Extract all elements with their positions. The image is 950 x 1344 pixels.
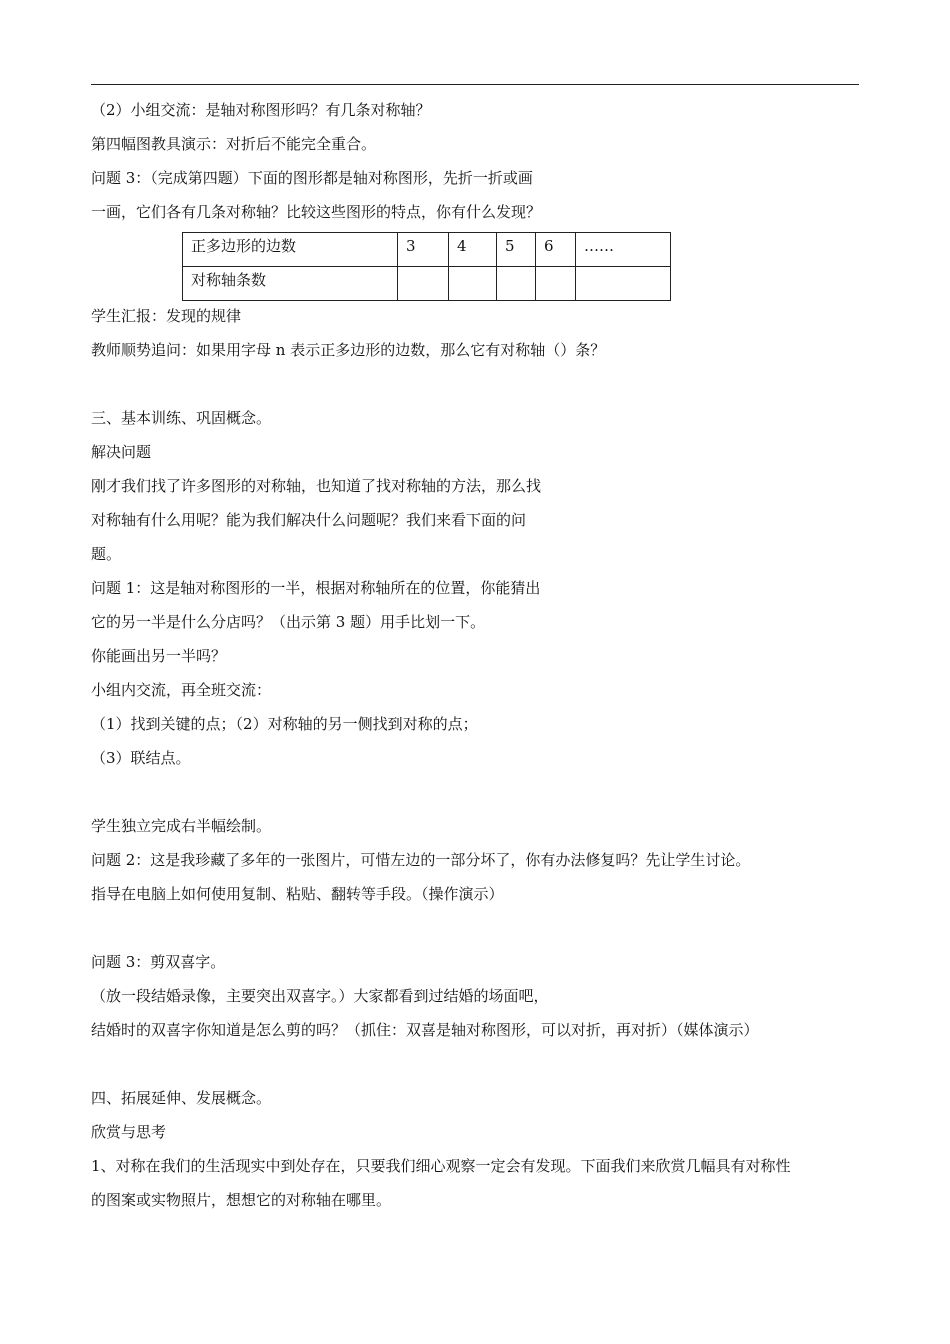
text-line: 学生独立完成右半幅绘制。 [91,817,272,835]
table-row [183,233,671,267]
text-line: 结婚时的双喜字你知道是怎么剪的吗？（抓住：双喜是轴对称图形，可以对折，再对折）（媒体演示） [91,1021,759,1039]
text-line: 欣赏与思考 [91,1123,167,1141]
text-line: （1）找到关键的点；（2）对称轴的另一侧找到对称的点； [91,715,478,733]
text-line: 小组内交流，再全班交流： [91,681,272,699]
text-line: 的图案或实物照片，想想它的对称轴在哪里。 [91,1191,392,1209]
table-cell: 对称轴条数 [183,267,398,301]
table-cell [536,267,576,301]
table-cell [398,267,449,301]
table-cell: …… [576,233,671,267]
table-cell [497,267,536,301]
text-line: 它的另一半是什么分店吗？（出示第 3 题）用手比划一下。 [91,613,486,631]
text-line: 一画，它们各有几条对称轴？比较这些图形的特点，你有什么发现？ [91,203,542,221]
text-line: 刚才我们找了许多图形的对称轴，也知道了找对称轴的方法，那么找 [91,477,542,495]
text-line: 问题 3：（完成第四题）下面的图形都是轴对称图形，先折一折或画 [91,169,533,187]
text-line: 问题 1：这是轴对称图形的一半，根据对称轴所在的位置，你能猜出 [91,579,541,597]
text-line: 解决问题 [91,443,152,461]
table-row [183,267,671,301]
text-line: 你能画出另一半吗？ [91,647,227,665]
text-line: 学生汇报：发现的规律 [91,307,242,325]
table-cell: 正多边形的边数 [183,233,398,267]
table-cell: 4 [449,233,497,267]
text-line: 第四幅图教具演示：对折后不能完全重合。 [91,135,377,153]
text-line: （3）联结点。 [91,749,191,767]
text-line: 问题 2：这是我珍藏了多年的一张图片，可惜左边的一部分坏了，你有办法修复吗？先让学生讨论。 [91,851,751,869]
text-line: 问题 3：剪双喜字。 [91,953,226,971]
table-cell: 5 [497,233,536,267]
table-cell: 6 [536,233,576,267]
polygon-table [182,232,671,301]
text-line: 题。 [91,545,122,563]
text-line: （2）小组交流：是轴对称图形吗？有几条对称轴？ [91,101,431,119]
text-line: 指导在电脑上如何使用复制、粘贴、翻转等手段。（操作演示） [91,885,504,903]
section-heading: 四、拓展延伸、发展概念。 [91,1089,272,1107]
text-line: 教师顺势追问：如果用字母 n 表示正多边形的边数，那么它有对称轴（）条？ [91,341,606,359]
table-cell [576,267,671,301]
header-rule [91,84,859,85]
text-line: 对称轴有什么用呢？能为我们解决什么问题呢？我们来看下面的问 [91,511,527,529]
section-heading: 三、基本训练、巩固概念。 [91,409,272,427]
table-cell [449,267,497,301]
text-line: 1、对称在我们的生活现实中到处存在，只要我们细心观察一定会有发现。下面我们来欣赏几幅具有对称性 [91,1157,791,1175]
text-line: （放一段结婚录像，主要突出双喜字。）大家都看到过结婚的场面吧， [91,987,549,1005]
table-cell: 3 [398,233,449,267]
